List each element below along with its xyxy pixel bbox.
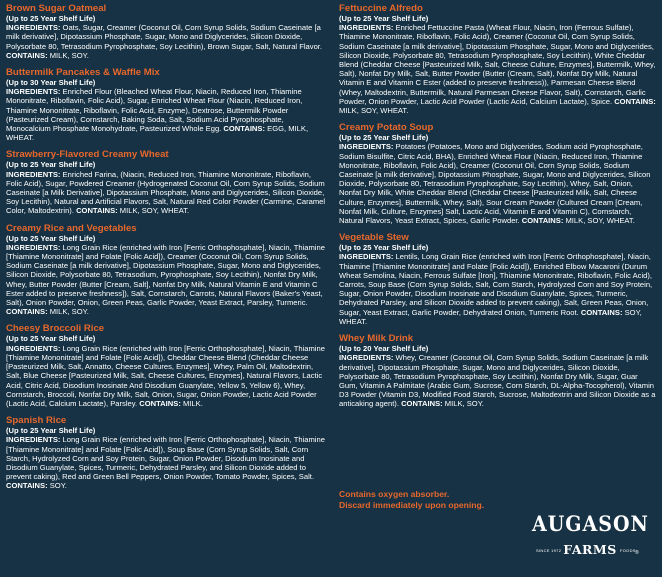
shelf-life: (Up to 25 Year Shelf Life) <box>6 14 96 23</box>
ingredients-label: INGREDIENTS: <box>339 142 394 152</box>
product-whey-milk-drink <box>339 333 657 408</box>
warning-line-2: Discard immediately upon opening. <box>339 500 485 510</box>
left-column <box>6 3 328 498</box>
shelf-life: (Up to 20 Year Shelf Life) <box>339 344 429 354</box>
right-column <box>339 3 657 416</box>
product-title: Vegetable Stew <box>339 232 409 244</box>
contains-list: MILK, SOY, WHEAT. <box>339 106 409 116</box>
product-cheesy-broccoli-rice <box>6 323 328 408</box>
product-strawberry-creamy-wheat <box>6 149 328 215</box>
product-title: Spanish Rice <box>6 415 67 427</box>
shelf-life: (Up to 25 Year Shelf Life) <box>6 233 96 243</box>
shelf-life: (Up to 25 Year Shelf Life) <box>339 243 429 253</box>
ingredients-label: INGREDIENTS: <box>6 343 61 353</box>
contains-list: EGG, MILK, WHEAT. <box>6 124 309 143</box>
product-title: Brown Sugar Oatmeal <box>6 3 107 14</box>
contains-label: CONTAINS: <box>76 206 118 216</box>
product-brown-sugar-oatmeal <box>6 3 328 60</box>
product-title: Buttermilk Pancakes & Waffle Mix <box>6 67 160 79</box>
shelf-life: (Up to 25 Year Shelf Life) <box>6 334 96 344</box>
product-title: Creamy Rice and Vegetables <box>6 222 137 234</box>
ingredients-list: Long Grain Rice (enriched with Iron [Ferric Orthophosphate], Niacin, Thiamine [Thiamine Mononitrate] and Folate [Folic Acid]), Soup Base (Corn Syrup Solids, Salt, Corn Starch, Hydrolyzed Corn and Soy Protein, Sugar, Onion Powder, Disodium Inosinate and Disodium Guanylate, Spices, Turmeric, Dehydrated Parsley, and Silicon Dioxide added to prevent caking), Red and Green Bell Peppers, Onion Powder, Tomato Powder, Spices, Salt. <box>6 435 325 482</box>
contains-list: SOY. <box>47 481 67 491</box>
product-creamy-rice-vegetables <box>6 223 328 317</box>
product-title: Whey Milk Drink <box>339 333 414 345</box>
ingredients-label: INGREDIENTS: <box>339 23 394 33</box>
product-title: Strawberry-Flavored Creamy Wheat <box>6 149 169 161</box>
contains-list: MILK. <box>180 398 203 408</box>
ingredients-list: Lentils, Long Grain Rice (enriched with Iron [Ferric Orthophosphate], Niacin, Thiamine [Thiamine Mononitrate] and Folate [Folic Acid]), Enriched Elbow Macaroni (Durum Wheat Semolina, Niacin, Ferrous Sulfate [Iron], Thiamine Mononitrate, Riboflavin, Folic Acid), Carrots, Soup Base (Corn Syrup Solids, Salt, Corn Starch, Hydrolyzed Corn and Soy Protein, Sugar, Onion Powder, Disodium Inosinate and Disodium Guanylate, Spices, Turmeric, Dehydrated Parsley, and Silicon Dioxide added to prevent caking), Salt, Green Peas, Onion, Sugar, Yeast Extract, Garlic Powder, Dehydrated Onion, Turmeric Root. <box>339 252 653 317</box>
ingredients-list: Whey, Creamer (Coconut Oil, Corn Syrup Solids, Sodium Caseinate [a milk derivative], Dipotassium Phosphate, Sugar, Mono and Diglycerides, Silicon Dioxide, Polysorbate 80, Tetrasodium Pyrophosphate, Soy Lecithin), Nonfat Dry Milk, Sugar, Guar Gum, Vitamin A Palmitate (Arabic Gum, Sucrose, Corn Starch, DL-Alpha-Tocopherol), Vitamin D3 Powder (Vitamin D3, Modified Food Starch, Sucrose, Maltodextrin and Silicon Dioxide as a anticaking agent). <box>339 353 656 409</box>
shelf-life: (Up to 25 Year Shelf Life) <box>339 133 429 143</box>
ingredients-label: INGREDIENTS: <box>339 252 394 262</box>
product-title: Fettuccine Alfredo <box>339 3 423 14</box>
shelf-life: (Up to 25 Year Shelf Life) <box>339 14 429 23</box>
logo-augason-text: AUGASON <box>532 511 649 537</box>
contains-label: CONTAINS: <box>580 307 623 317</box>
ingredients-text <box>339 23 657 115</box>
contains-label: CONTAINS: <box>6 50 48 60</box>
ingredients-text <box>6 170 328 216</box>
shelf-life: (Up to 25 Year Shelf Life) <box>6 160 96 170</box>
registered-mark: ® <box>635 550 639 556</box>
ingredients-text <box>6 87 328 142</box>
product-title: Creamy Potato Soup <box>339 122 434 134</box>
contains-label: CONTAINS: <box>401 399 443 409</box>
contains-list: MILK, SOY. <box>47 307 89 317</box>
ingredients-list: Long Grain Rice (enriched with Iron [Ferric Orthophosphate], Niacin, Thiamine [Thiamine Mononitrate] and Folate [Folic Acid]), Creamer (Coconut Oil, Corn Syrup Solids, Sodium Caseinate [a milk derivative], Dipotassium Phosphate, Sugar, Mono and Diglycerides, Silicon Dioxide, Polysorbate 80, Tetrasodium, Pyrophosphate, Soy Lecithin), Nonfat Dry Milk, Whey, Butter Powder (Butter [Cream, Salt], Nonfat Dry Milk, Natural Vitamin E and Vitamin C Ester added to preserve freshness]), Salt, Cornstarch, Carrots, Natural Flavors (Baker's Yeast, Salt), Onion Powder, Onion, Green Peas, Garlic Powder, Yeast Extract, Parsley, Turmeric. <box>6 242 325 308</box>
contains-label: CONTAINS: <box>139 398 181 408</box>
product-spanish-rice <box>6 415 328 490</box>
contains-list: MILK, SOY. <box>47 50 89 60</box>
shelf-life: (Up to 25 Year Shelf Life) <box>6 426 96 436</box>
ingredients-label: INGREDIENTS: <box>6 87 61 97</box>
warning-line-1: Contains oxygen absorber. <box>339 489 450 499</box>
ingredients-list: Enriched Flour (Bleached Wheat Flour, Niacin, Reduced Iron, Thiamine Mononitrate, Riboflavin, Folic Acid), Sugar, Enriched Wheat Flour (Niacin, Reduced Iron, Thiamine Mononitrate, Riboflavin, Folic Acid, Enzyme), Dextrose, Buttermilk Powder (Pasteurized Cream), Cornstarch, Baking Soda, Salt, Sodium Acid Pyrophosphate, Monocalcium Phosphate Monohydrate, Pasteurized Whole Egg. <box>6 87 303 134</box>
ingredients-label: INGREDIENTS: <box>6 242 61 252</box>
product-creamy-potato-soup <box>339 122 657 225</box>
ingredients-text <box>339 353 657 408</box>
contains-label: CONTAINS: <box>6 481 48 491</box>
ingredients-label: INGREDIENTS: <box>6 23 61 33</box>
ingredients-text <box>6 435 328 490</box>
contains-label: CONTAINS: <box>6 307 48 317</box>
contains-list: MILK, SOY, WHEAT. <box>563 216 635 226</box>
logo-foods-text: FOODS <box>620 548 636 553</box>
ingredients-text <box>339 142 657 225</box>
product-vegetable-stew <box>339 232 657 326</box>
contains-list: MILK, SOY, WHEAT. <box>117 206 190 216</box>
ingredients-list: Enriched Fettuccine Pasta (Wheat Flour, Niacin, Iron (Ferrous Sulfate), Thiamine Mononitrate, Riboflavin, Folic Acid), Creamer (Coconut Oil, Corn Syrup Solids, Sodium Caseinate [a milk derivative], Dipotassium Phosphate, Sugar, Mono and Diglycerides, Silicon Dioxide, Polysorbate 80, Tetrasodium Pyrophosphate, Soy Lecithin), White Cheddar Blend (Cheddar Cheese [Pasteurized Milk, Salt, Cheese Culture, Enzymes], Buttermilk, Whey, Salt), Nonfat Dry Milk, Salt, Butter Powder (Butter (Cream, Salt), Nonfat Dry Milk, Natural Vitamin E and Vitamin C Ester (added to preserve freshness)), Parmesan Cheese Blend (Whey, Maltodextrin, Buttermilk, Natural Parmesan Cheese Flavor, Salt), Cornstarch, Garlic Powder, Onion Powder, Lactic Acid Powder (Lactic Acid, Calcium Lactate), Spice. <box>339 23 656 106</box>
ingredients-text <box>339 252 657 326</box>
product-buttermilk-pancakes <box>6 67 328 142</box>
contains-list: SOY, WHEAT. <box>339 307 642 326</box>
shelf-life: (Up to 30 Year Shelf Life) <box>6 78 96 88</box>
ingredients-list: Potatoes (Potatoes, Mono and Diglycerides, Sodium acid Pyrophosphate, Sodium Bisulfite, Citric Acid, BHA), Enriched Wheat Flour (Niacin, Reduced Iron, Thiamine Mononitrate, Riboflavin, Folic Acid), Creamer (Coconut Oil, Corn Syrup Solids, Sodium Caseinate [a milk derivative], Dipotassium Phosphate, Sugar, Mono and Diglycerides, Silicon Dioxide, Polysorbate 80, Tetrasodium Pyrophosphate, Soy Lecithin), Whey, Salt, Onion, Nonfat Dry Milk, White Cheddar Blend (Cheddar Cheese [Pasteurized Milk, Salt, Cheese Culture, Enzymes], Buttermilk, Whey, Salt), Sour Cream Powder (Cultured Cream [Cream, Nonfat Milk, Culture, Enzymes] Salt, Lactic Acid, Vitamin E and Vitamin C), Cornstarch, Natural Flavors, Yeast Extract, Spices, Garlic Powder. <box>339 142 651 226</box>
ingredients-label: INGREDIENTS: <box>6 435 61 445</box>
product-fettuccine-alfredo <box>339 3 657 115</box>
contains-label: CONTAINS: <box>614 96 656 106</box>
augason-farms-logo <box>532 505 650 571</box>
ingredients-list: Long Grain Rice (enriched with Iron [Ferric Orthophosphate], Niacin, Thiamine [Thiamine Mononitrate] and Folate [Folic Acid]), Cheddar Cheese Blend (Cheddar Cheese [Pasteurized Milk, Salt, Annatto, Cheese Cultures, Enzymes], Whey, Palm Oil, Maltodextrin, Salt, Blue Cheese [Pasteurized Milk, Salt, Cheese Cultures, Enzymes], Natural Flavors, Lactic Acid, Citric Acid, Disodium Inosinate And Disodium Guanylate, Yellow 5, Yellow 6), Whey, Cornstarch, Broccoli, Nonfat Dry Milk, Salt, Onion, Sugar, Onion Powder, Lactic Acid Powder (Lactic Acid, Calcium Lactate), Parsley. <box>6 343 325 408</box>
ingredients-label: INGREDIENTS: <box>339 353 394 363</box>
ingredients-label: INGREDIENTS: <box>6 169 61 179</box>
ingredients-text <box>6 23 328 60</box>
ingredients-list: Enriched Farina, (Niacin, Reduced Iron, Thiamine Mononitrate, Riboflavin, Folic Acid), Sugar, Powdered Creamer (Hydrogenated Coconut Oil, Corn Syrup Solids, Sodium Caseinate [a Milk Derivative], Dipotassium Phosphate, Mono and Diglycerides, Silicon Dioxide, Soy Lecithin), Natural and Artificial Flavors, Salt, Natural Red Color Powder (Carmine, Caramel Color, Maltodextrin). <box>6 169 326 216</box>
logo-since-text: SINCE 1972 <box>536 548 562 553</box>
product-title: Cheesy Broccoli Rice <box>6 323 105 335</box>
logo-farms-text: FARMS <box>563 542 617 557</box>
contains-list: MILK, SOY. <box>442 399 484 409</box>
contains-label: CONTAINS: <box>223 124 266 134</box>
contains-label: CONTAINS: <box>521 216 564 226</box>
ingredients-list: Oats, Sugar, Creamer (Coconut Oil, Corn Syrup Solids, Sodium Caseinate [a milk derivative], Dipotassium Phosphate, Sugar, Mono and Diglycerides, Silicon Dioxide, Polysorbate 80, Tetrasodium Pyrophosphate, Soy Lecithin), Brown Sugar, Salt, Natural Flavor. <box>6 23 323 51</box>
ingredients-text <box>6 243 328 317</box>
ingredients-text <box>6 344 328 408</box>
oxygen-absorber-warning <box>339 489 559 511</box>
